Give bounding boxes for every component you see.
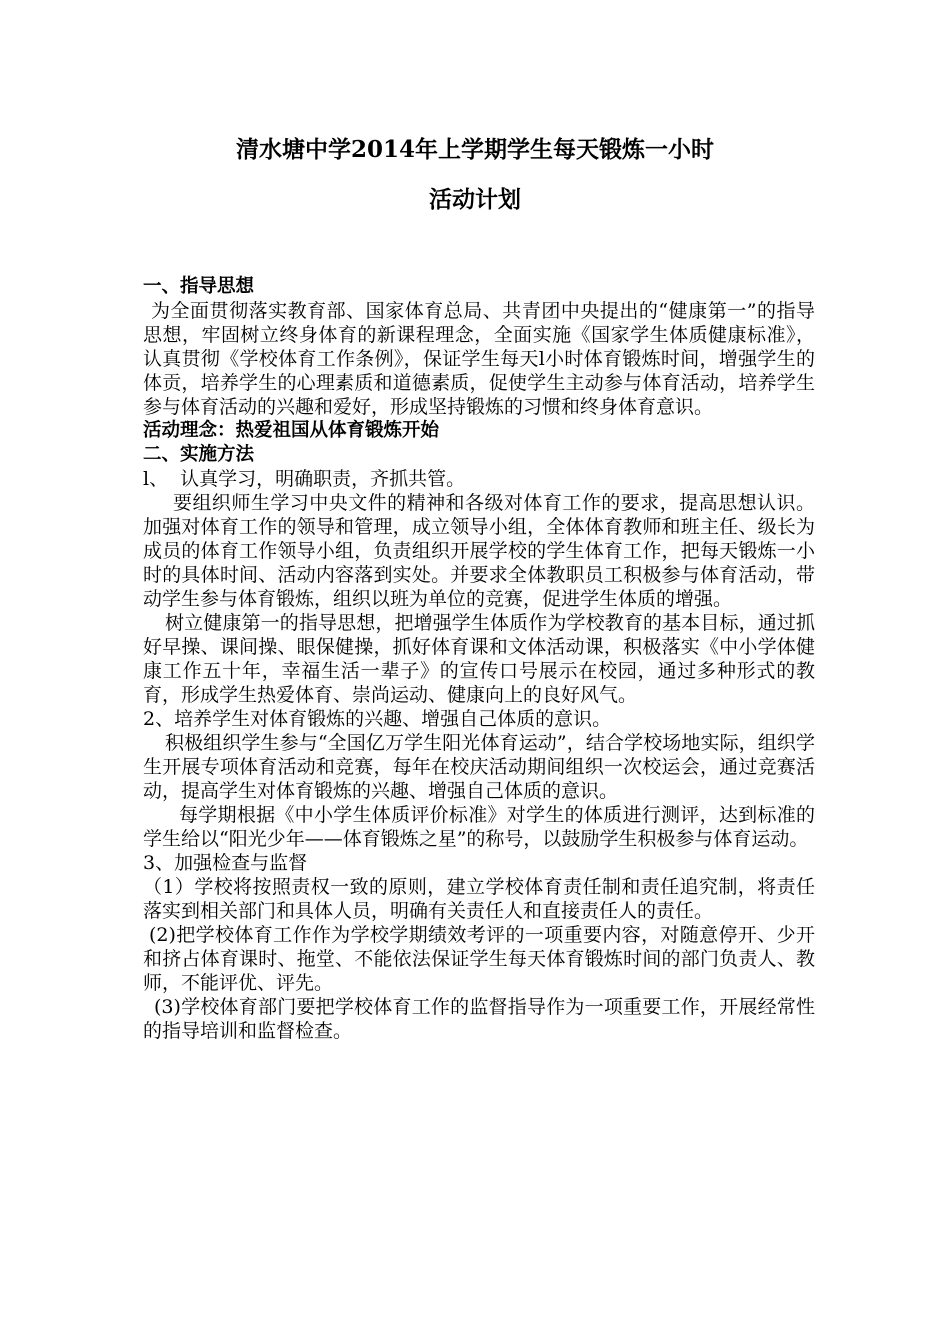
item-heading-2: 2、培养学生对体育锻炼的兴趣、增强自己体质的意识。 bbox=[143, 708, 612, 730]
paragraph-guiding-idea: 为全面贯彻落实教育部、国家体育总局、共青团中央提出的“健康第一”的指导思想，牢固树立终身体育的新课程理念，全面实施《国家学生体质健康标准》，认真贯彻《学校体育工作条例》，保证学生每天l小时体育锻炼时间，增强学生的体贡，培养学生的心理素质和道德素质，促使学生主动参与体育活动，培养学生参与体育活动的兴趣和爱好，形成坚持锻炼的习惯和终身体育意识。 bbox=[143, 300, 815, 418]
document-body bbox=[143, 275, 815, 1043]
paragraph-item3-sub3: (3)学校体育部门要把学校体育工作的监督指导作为一项重要工作，开展经常性的指导培训和监督检查。 bbox=[143, 996, 815, 1042]
activity-concept-heading: 活动理念：热爱祖国从体育锻炼开始 bbox=[143, 420, 440, 441]
paragraph-item1-a: 要组织师生学习中央文件的精神和各级对体育工作的要求，提高思想认识。加强对体育工作的领导和管理，成立领导小组，全体体育教师和班主任、级长为成员的体育工作领导小组，负责组织开展学校的学生体育工作，把每天锻炼一小时的具体时间、活动内容落到实处。并要求全体教职员工积极参与体育活动，带动学生参与体育锻炼，组织以班为单位的竞赛，促进学生体质的增强。 bbox=[143, 492, 815, 610]
paragraph-item1-b: 树立健康第一的指导思想，把增强学生体质作为学校教育的基本目标，通过抓好早操、课间操、眼保健操，抓好体育课和文体活动课，积极落实《中小学体健康工作五十年，幸福生活一辈子》的宣传口号展示在校园，通过多种形式的教育，形成学生热爱体育、崇尚运动、健康向上的良好风气。 bbox=[143, 612, 815, 706]
item-heading-1: l、 认真学习，明确职责，齐抓共管。 bbox=[143, 468, 466, 490]
section-heading-guiding-idea: 一、指导思想 bbox=[143, 276, 255, 297]
paragraph-item2-a: 积极组织学生参与“全国亿万学生阳光体育运动”，结合学校场地实际，组织学生开展专项体育活动和竞赛，每年在校庆活动期间组织一次校运会，通过竞赛活动，提高学生对体育锻炼的兴趣、增强自己体质的意识。 bbox=[143, 732, 815, 802]
document-subtitle: 活动计划 bbox=[429, 186, 521, 213]
paragraph-item3-sub2: (2)把学校体育工作作为学校学期绩效考评的一项重要内容，对随意停开、少开和挤占体育课时、拖堂、不能依法保证学生每天体育锻炼时间的部门负责人、教师，不能评优、评先。 bbox=[143, 924, 815, 994]
document-title: 清水塘中学2014年上学期学生每天锻炼一小时 bbox=[235, 136, 714, 163]
item-heading-3: 3、加强检查与监督 bbox=[143, 852, 308, 874]
section-heading-methods: 二、实施方法 bbox=[143, 444, 255, 465]
paragraph-item2-b: 每学期根据《中小学生体质评价标准》对学生的体质进行测评，达到标准的学生给以“阳光少年——体育锻炼之星”的称号，以鼓励学生积极参与体育运动。 bbox=[143, 804, 815, 850]
paragraph-item3-sub1: （1）学校将按照责权一致的原则，建立学校体育责任制和责任追究制，将责任落实到相关部门和具体人员，明确有关责任人和直接责任人的责任。 bbox=[143, 876, 815, 922]
